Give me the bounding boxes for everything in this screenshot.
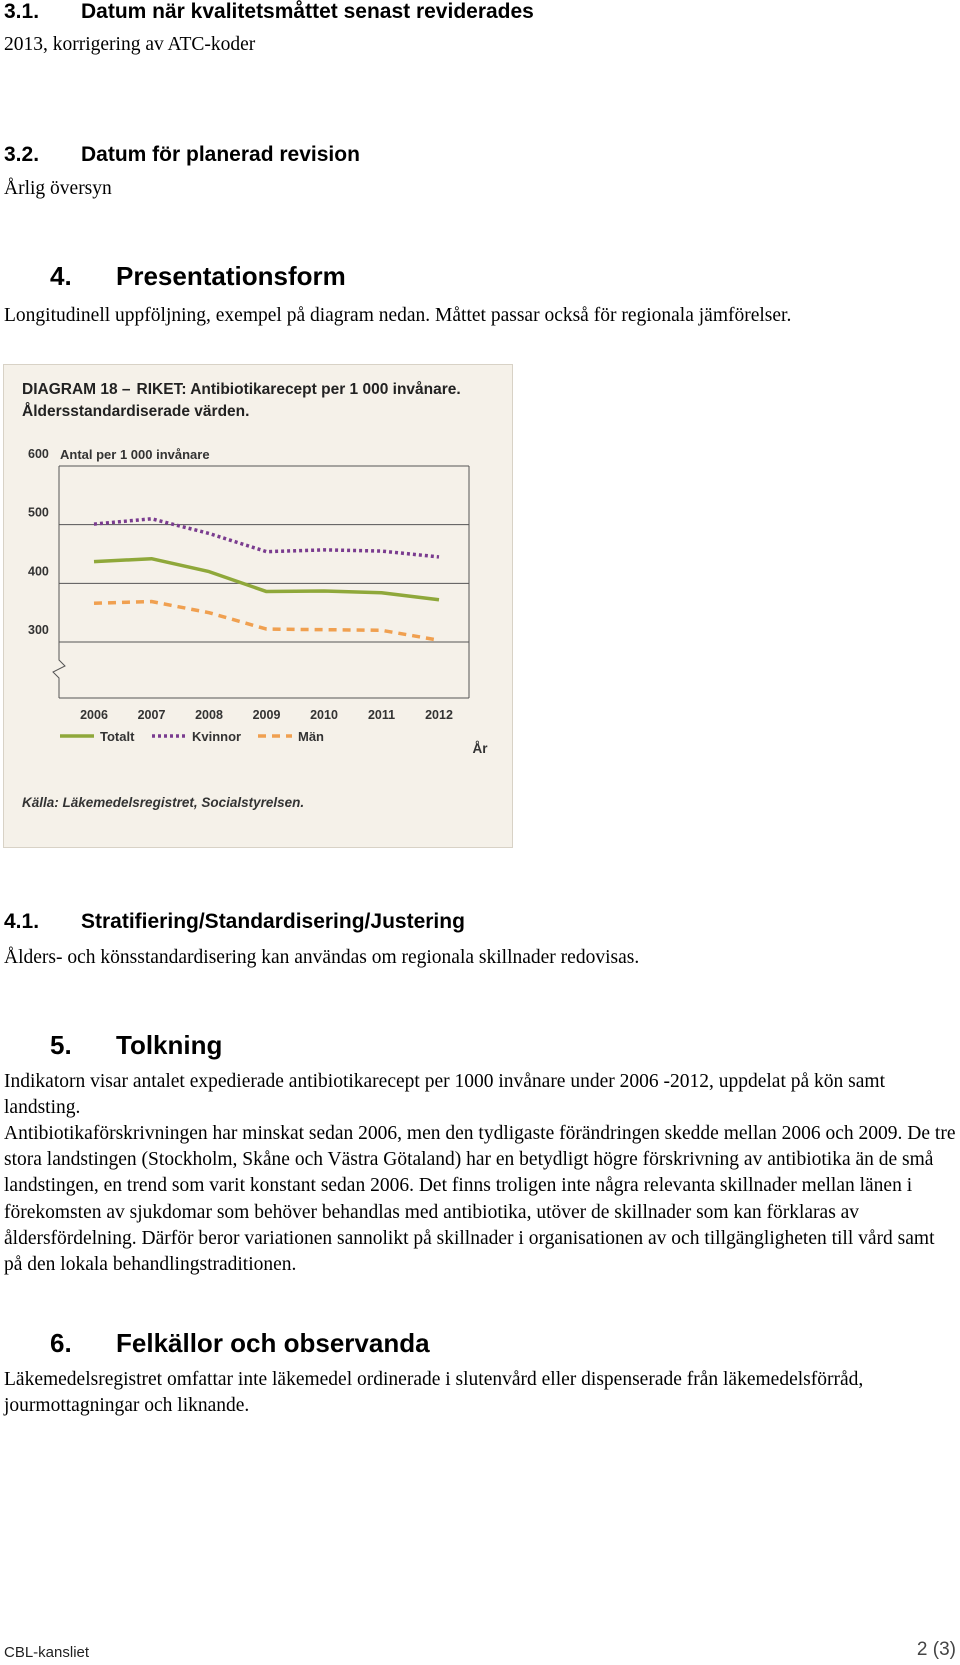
section-number: 6. <box>50 1328 72 1358</box>
section-5-paragraph-1: Indikatorn visar antalet expedierade antibiotikarecept per 1000 invånare under 2006 -2012, uppdelat på kön samt landsting. <box>4 1071 885 1119</box>
footer-organization: CBL-kansliet <box>4 1644 90 1661</box>
section-6-text: Läkemedelsregistret omfattar inte läkemedel ordinerade i slutenvård eller dispenserade från läkemedelsförråd, jourmottagningar och liknande. <box>4 1369 864 1417</box>
x-tick-label: 2010 <box>310 708 338 722</box>
section-4-text: Longitudinell uppföljning, exempel på diagram nedan. Måttet passar också för regionala jämförelser. <box>4 305 792 326</box>
section-number: 3.1. <box>4 0 40 23</box>
x-tick-labels <box>80 708 453 722</box>
series-line <box>94 559 439 600</box>
y-tick-label: 500 <box>28 505 49 520</box>
chart-title-main: RIKET: Antibiotikarecept per 1 000 invånare. <box>136 381 461 398</box>
chart-grid <box>28 447 469 698</box>
x-tick-label: 2006 <box>80 708 108 722</box>
x-tick-label: 2007 <box>137 708 166 722</box>
chart-title-prefix: DIAGRAM 18 – <box>22 381 131 398</box>
series-line <box>94 602 439 641</box>
legend-label: Män <box>298 729 324 744</box>
y-axis-break <box>53 466 65 698</box>
section-3-1-heading <box>4 0 534 24</box>
section-number: 3.2. <box>4 143 40 166</box>
section-number: 5. <box>50 1030 72 1060</box>
section-5-heading <box>50 1030 222 1061</box>
section-3-1-text: 2013, korrigering av ATC-koder <box>4 34 256 55</box>
section-4-1-heading <box>4 910 465 934</box>
line-chart <box>4 365 514 849</box>
x-tick-label: 2008 <box>195 708 223 722</box>
x-axis-label: År <box>472 741 488 756</box>
section-title: Datum för planerad revision <box>81 143 360 166</box>
section-title: Stratifiering/Standardisering/Justering <box>81 910 465 933</box>
y-tick-label: 300 <box>28 623 49 637</box>
section-number: 4.1. <box>4 910 40 933</box>
legend-label: Kvinnor <box>192 729 242 744</box>
section-4-heading <box>50 261 346 292</box>
chart-series <box>94 519 439 640</box>
section-title: Tolkning <box>116 1030 223 1060</box>
chart-figure <box>3 364 513 848</box>
section-4-1-text: Ålders- och könsstandardisering kan användas om regionala skillnader redovisas. <box>4 947 640 968</box>
section-title: Felkällor och observanda <box>116 1328 430 1358</box>
chart-subtitle: Åldersstandardiserade värden. <box>22 403 250 420</box>
section-title: Datum när kvalitetsmåttet senast reviderades <box>81 0 534 23</box>
footer-page-number: 2 (3) <box>916 1639 956 1660</box>
section-3-2-heading <box>4 143 360 167</box>
section-6-heading <box>50 1328 430 1359</box>
section-3-2-text: Årlig översyn <box>4 178 112 199</box>
x-tick-label: 2012 <box>425 708 453 722</box>
y-tick-label: 400 <box>28 564 49 579</box>
legend-label: Totalt <box>100 729 135 744</box>
chart-title <box>22 381 461 398</box>
x-tick-label: 2011 <box>367 708 396 722</box>
y-axis-label: Antal per 1 000 invånare <box>60 447 210 462</box>
x-tick-label: 2009 <box>252 708 281 722</box>
section-title: Presentationsform <box>116 261 346 291</box>
section-number: 4. <box>50 261 72 291</box>
chart-legend <box>60 729 324 744</box>
y-tick-label: 600 <box>28 447 49 461</box>
section-5-paragraph-2: Antibiotikaförskrivningen har minskat sedan 2006, men den tydligaste förändringen skedde mellan 2006 och 2009. De tre stora landstingen (Stockholm, Skåne och Västra Götaland) har en betydligt högre förskrivning av antibiotika än de små landstingen, en trend som varit konstant sedan 2006. Det finns troligen inte några relevanta skillnader mellan länen i förekomsten av sjukdomar som behöver behandlas med antibiotika, utöver de skillnader som kan förklaras av åldersfördelning. Därför beror variationen sannolikt på skillnader i organisationen av och tillgängligheten till vård samt på den lokala behandlingstraditionen. <box>4 1123 956 1276</box>
chart-source: Källa: Läkemedelsregistret, Socialstyrelsen. <box>22 795 305 810</box>
